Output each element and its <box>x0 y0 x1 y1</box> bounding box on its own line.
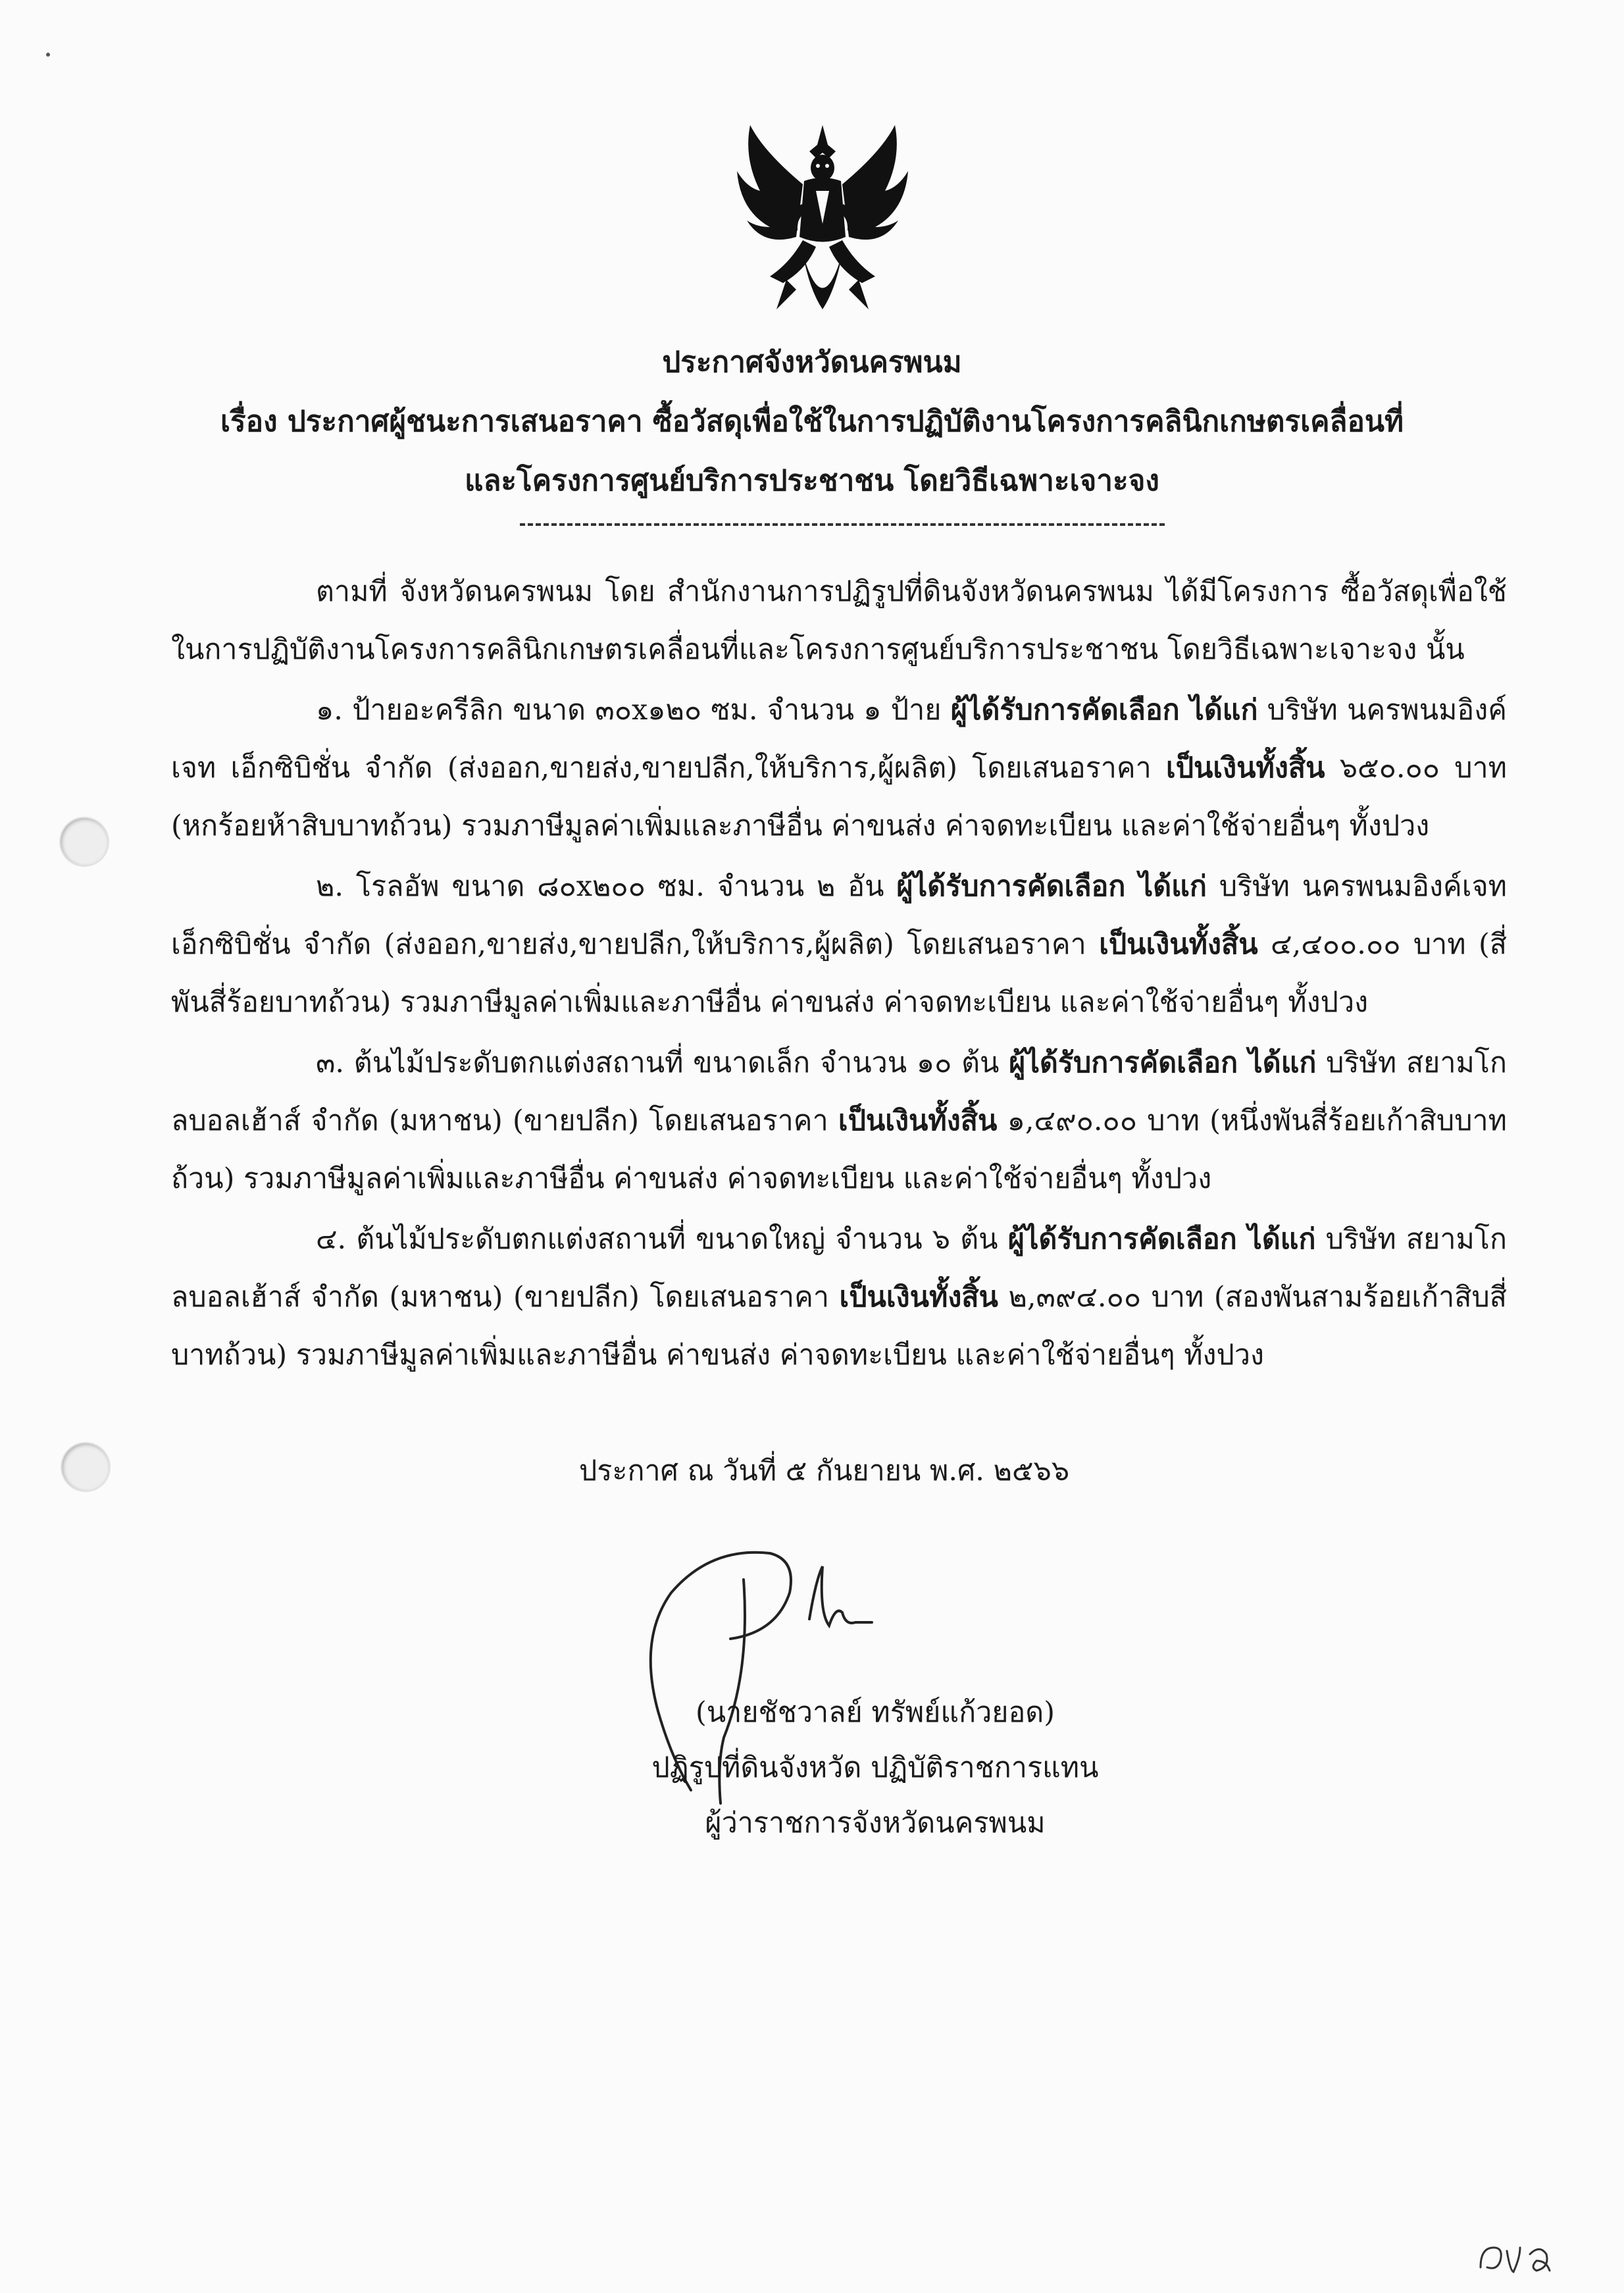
announcement-title: ประกาศจังหวัดนครพนม <box>662 346 962 379</box>
item-text: ๒,๓๙๔.๐๐ บาท (สองพันสามร้อยเก้าสิบสี่บาทถ้วน) รวมภาษีมูลค่าเพิ่มและภาษีอื่น ค่าขนส่ง ค่าจดทะเบียน และค่าใช้จ่ายอื่นๆ ทั้งปวง <box>171 1281 1507 1372</box>
item-total-label: เป็นเงินทั้งสิ้น <box>1099 928 1258 961</box>
item-winner-label: ผู้ได้รับการคัดเลือก ได้แก่ <box>950 694 1258 727</box>
intro-paragraph: ตามที่ จังหวัดนครพนม โดย สำนักงานการปฏิรูปที่ดินจังหวัดนครพนม ได้มีโครงการ ซื้อวัสดุเพื่อใช้ในการปฏิบัติงานโครงการคลินิกเกษตรเคลื่อนที่และโครงการศูนย์บริการประชาชน โดยวิธีเฉพาะเจาะจง นั้น <box>171 575 1507 666</box>
item-text: บริษัท นครพนมอิงค์เจท เอ็กซิบิชั่น จำกัด (ส่งออก,ขายส่ง,ขายปลีก,ให้บริการ,ผู้ผลิต) โดยเสนอราคา <box>171 870 1507 961</box>
garuda-emblem-icon <box>724 112 921 336</box>
item-total-label: เป็นเงินทั้งสิ้น <box>1166 752 1325 785</box>
subject-line-2: และโครงการศูนย์บริการประชาชน โดยวิธีเฉพาะเจาะจง <box>465 464 1159 498</box>
item-text: ๑. ป้ายอะครีลิก ขนาด ๓๐x๑๒๐ ซม. จำนวน ๑ ป้าย <box>316 694 951 727</box>
separator-line <box>520 523 1165 526</box>
punch-hole <box>62 1443 109 1491</box>
item-paragraph-2 <box>171 858 1507 1031</box>
item-total-label: เป็นเงินทั้งสิ้น <box>839 1281 998 1314</box>
item-text: ๒. โรลอัพ ขนาด ๘๐x๒๐๐ ซม. จำนวน ๒ อัน <box>316 870 897 903</box>
punch-hole <box>61 818 108 865</box>
signatory-block <box>592 1685 1158 1851</box>
item-winner-label: ผู้ได้รับการคัดเลือก ได้แก่ <box>896 870 1207 903</box>
item-paragraph-4 <box>171 1210 1507 1384</box>
item-winner-label: ผู้ได้รับการคัดเลือก ได้แก่ <box>1007 1223 1316 1256</box>
item-total-label: เป็นเงินทั้งสิ้น <box>838 1104 998 1137</box>
announcement-date: ประกาศ ณ วันที่ ๕ กันยายน พ.ศ. ๒๕๖๖ <box>579 1455 1070 1487</box>
item-text: ๔. ต้นไม้ประดับตกแต่งสถานที่ ขนาดใหญ่ จำนวน ๖ ต้น <box>316 1223 1008 1256</box>
item-paragraph-1 <box>171 681 1507 855</box>
item-paragraph-3 <box>171 1034 1507 1208</box>
signatory-name: (นายชัชวาลย์ ทรัพย์แก้วยอด) <box>696 1696 1055 1729</box>
subject-line-1: เรื่อง ประกาศผู้ชนะการเสนอราคา ซื้อวัสดุเพื่อใช้ในการปฏิบัติงานโครงการคลินิกเกษตรเคลื่อนที่ <box>220 405 1404 438</box>
scan-speck <box>46 53 50 57</box>
item-text: บริษัท นครพนมอิงค์เจท เอ็กซิบิชั่น จำกัด (ส่งออก,ขายส่ง,ขายปลีก,ให้บริการ,ผู้ผลิต) โดยเสนอราคา <box>171 694 1508 785</box>
item-text: ๑,๔๙๐.๐๐ บาท (หนึ่งพันสี่ร้อยเก้าสิบบาทถ้วน) รวมภาษีมูลค่าเพิ่มและภาษีอื่น ค่าขนส่ง ค่าจดทะเบียน และค่าใช้จ่ายอื่นๆ ทั้งปวง <box>171 1104 1507 1195</box>
item-text: บริษัท สยามโกลบอลเฮ้าส์ จำกัด (มหาชน) (ขายปลีก) โดยเสนอราคา <box>171 1223 1507 1314</box>
item-text: ๓. ต้นไม้ประดับตกแต่งสถานที่ ขนาดเล็ก จำนวน ๑๐ ต้น <box>316 1046 1009 1079</box>
item-text: ๖๕๐.๐๐ บาท (หกร้อยห้าสิบบาทถ้วน) รวมภาษีมูลค่าเพิ่มและภาษีอื่น ค่าขนส่ง ค่าจดทะเบียน และค่าใช้จ่ายอื่นๆ ทั้งปวง <box>171 752 1507 842</box>
announcement-body <box>171 563 1507 1387</box>
signatory-position-1: ปฏิรูปที่ดินจังหวัด ปฏิบัติราชการแทน <box>651 1751 1099 1784</box>
handwritten-page-mark <box>1474 2231 1566 2284</box>
signatory-position-2: ผู้ว่าราชการจังหวัดนครพนม <box>705 1807 1046 1840</box>
item-winner-label: ผู้ได้รับการคัดเลือก ได้แก่ <box>1009 1046 1317 1079</box>
item-text: บริษัท สยามโกลบอลเฮ้าส์ จำกัด (มหาชน) (ขายปลีก) โดยเสนอราคา <box>171 1046 1508 1137</box>
item-text: ๔,๔๐๐.๐๐ บาท (สี่พันสี่ร้อยบาทถ้วน) รวมภาษีมูลค่าเพิ่มและภาษีอื่น ค่าขนส่ง ค่าจดทะเบียน และค่าใช้จ่ายอื่นๆ ทั้งปวง <box>171 928 1508 1019</box>
